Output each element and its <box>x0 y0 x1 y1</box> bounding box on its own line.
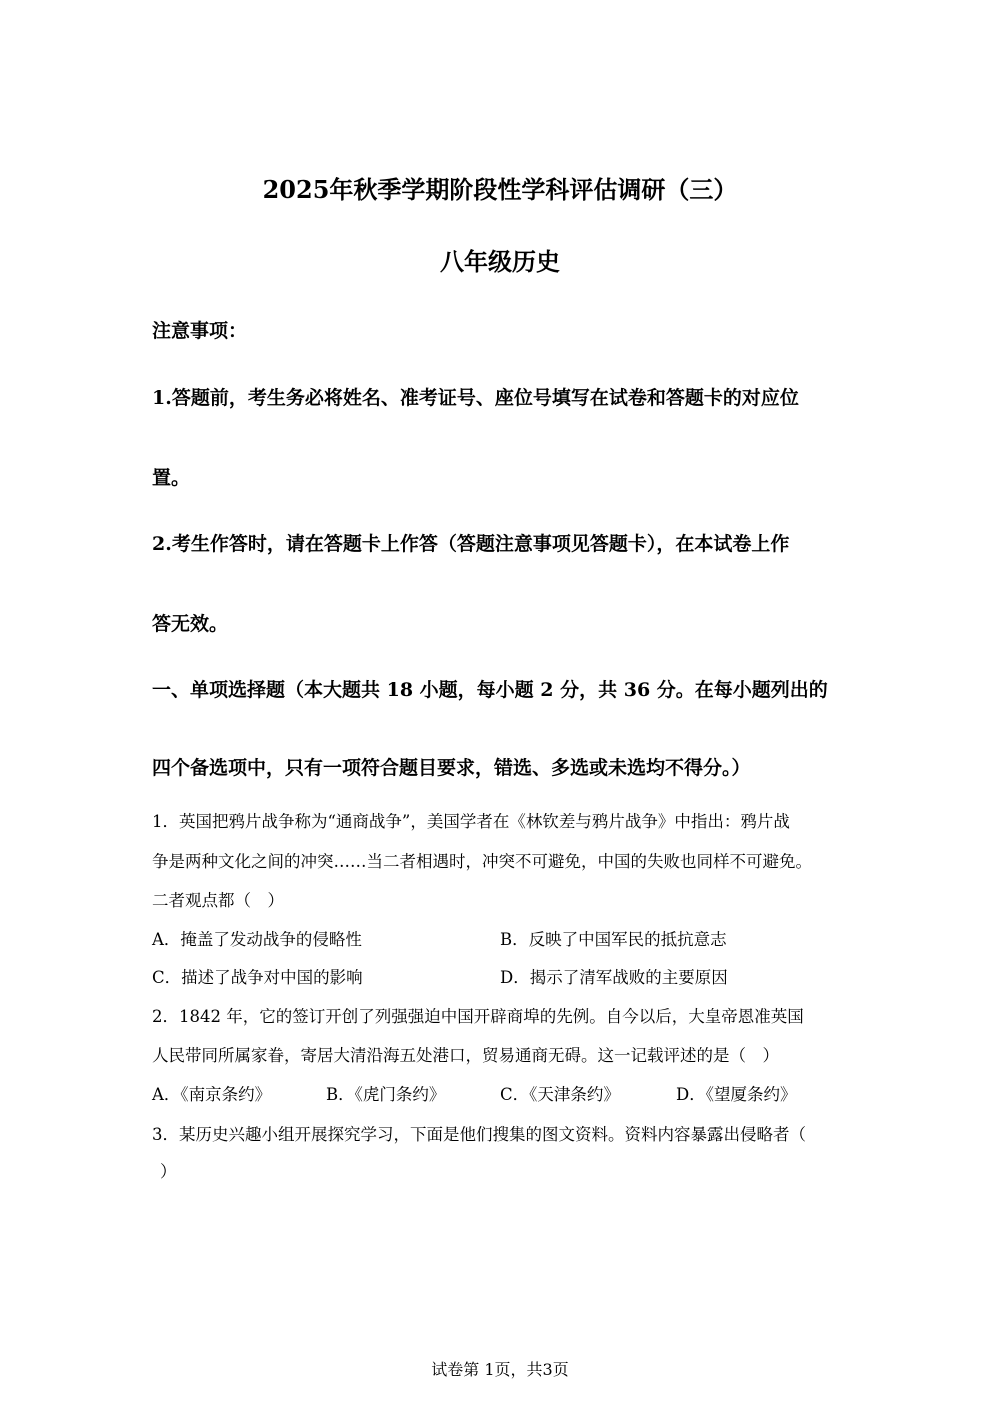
question-1-option-b: B．反映了中国军民的抵抗意志 <box>500 930 727 949</box>
question-2-option-b: B．《虎门条约》 <box>326 1085 446 1104</box>
note-item-2-line-2: 答无效。 <box>152 613 229 635</box>
question-1-option-a: A．掩盖了发动战争的侵略性 <box>152 930 362 949</box>
question-3-line-1: 3．某历史兴趣小组开展探究学习，下面是他们搜集的图文资料。资料内容暴露出侵略者（ <box>152 1125 806 1144</box>
notes-heading: 注意事项： <box>152 320 248 342</box>
note-item-1-line-1: 1.答题前，考生务必将姓名、准考证号、座位号填写在试卷和答题卡的对应位 <box>152 387 799 409</box>
question-1-line-3: 二者观点都（ ） <box>152 891 284 910</box>
question-2-option-c: C．《天津条约》 <box>500 1085 620 1104</box>
question-3-line-2: ） <box>160 1162 177 1181</box>
section-1-heading-line-1: 一、单项选择题（本大题共 18 小题，每小题 2 分，共 36 分。在每小题列出的 <box>152 679 828 701</box>
note-item-1-line-2: 置。 <box>152 467 191 489</box>
question-1-line-1: 1．英国把鸦片战争称为“通商战争”，美国学者在《林钦差与鸦片战争》中指出：鸦片战 <box>152 812 790 831</box>
question-2-line-1: 2．1842 年，它的签订开创了列强强迫中国开辟商埠的先例。自今以后，大皇帝恩准英国 <box>152 1007 804 1026</box>
question-1-option-d: D．揭示了清军战败的主要原因 <box>500 968 728 987</box>
question-2-option-d: D．《望厦条约》 <box>676 1085 797 1104</box>
exam-title: 2025年秋季学期阶段性学科评估调研（三） <box>262 175 738 204</box>
question-2-line-2: 人民带同所属家眷，寄居大清沿海五处港口，贸易通商无碍。这一记载评述的是（ ） <box>152 1046 779 1065</box>
question-1-line-2: 争是两种文化之间的冲突……当二者相遇时，冲突不可避免，中国的失败也同样不可避免。 <box>152 852 812 871</box>
question-2-option-a: A．《南京条约》 <box>152 1085 272 1104</box>
page-footer: 试卷第 1页，共3页 <box>431 1360 569 1379</box>
question-1-option-c: C．描述了战争对中国的影响 <box>152 968 363 987</box>
note-item-2-line-1: 2.考生作答时，请在答题卡上作答（答题注意事项见答题卡），在本试卷上作 <box>152 533 790 555</box>
section-1-heading-line-2: 四个备选项中，只有一项符合题目要求，错选、多选或未选均不得分。） <box>152 757 751 779</box>
exam-subtitle: 八年级历史 <box>440 247 560 276</box>
